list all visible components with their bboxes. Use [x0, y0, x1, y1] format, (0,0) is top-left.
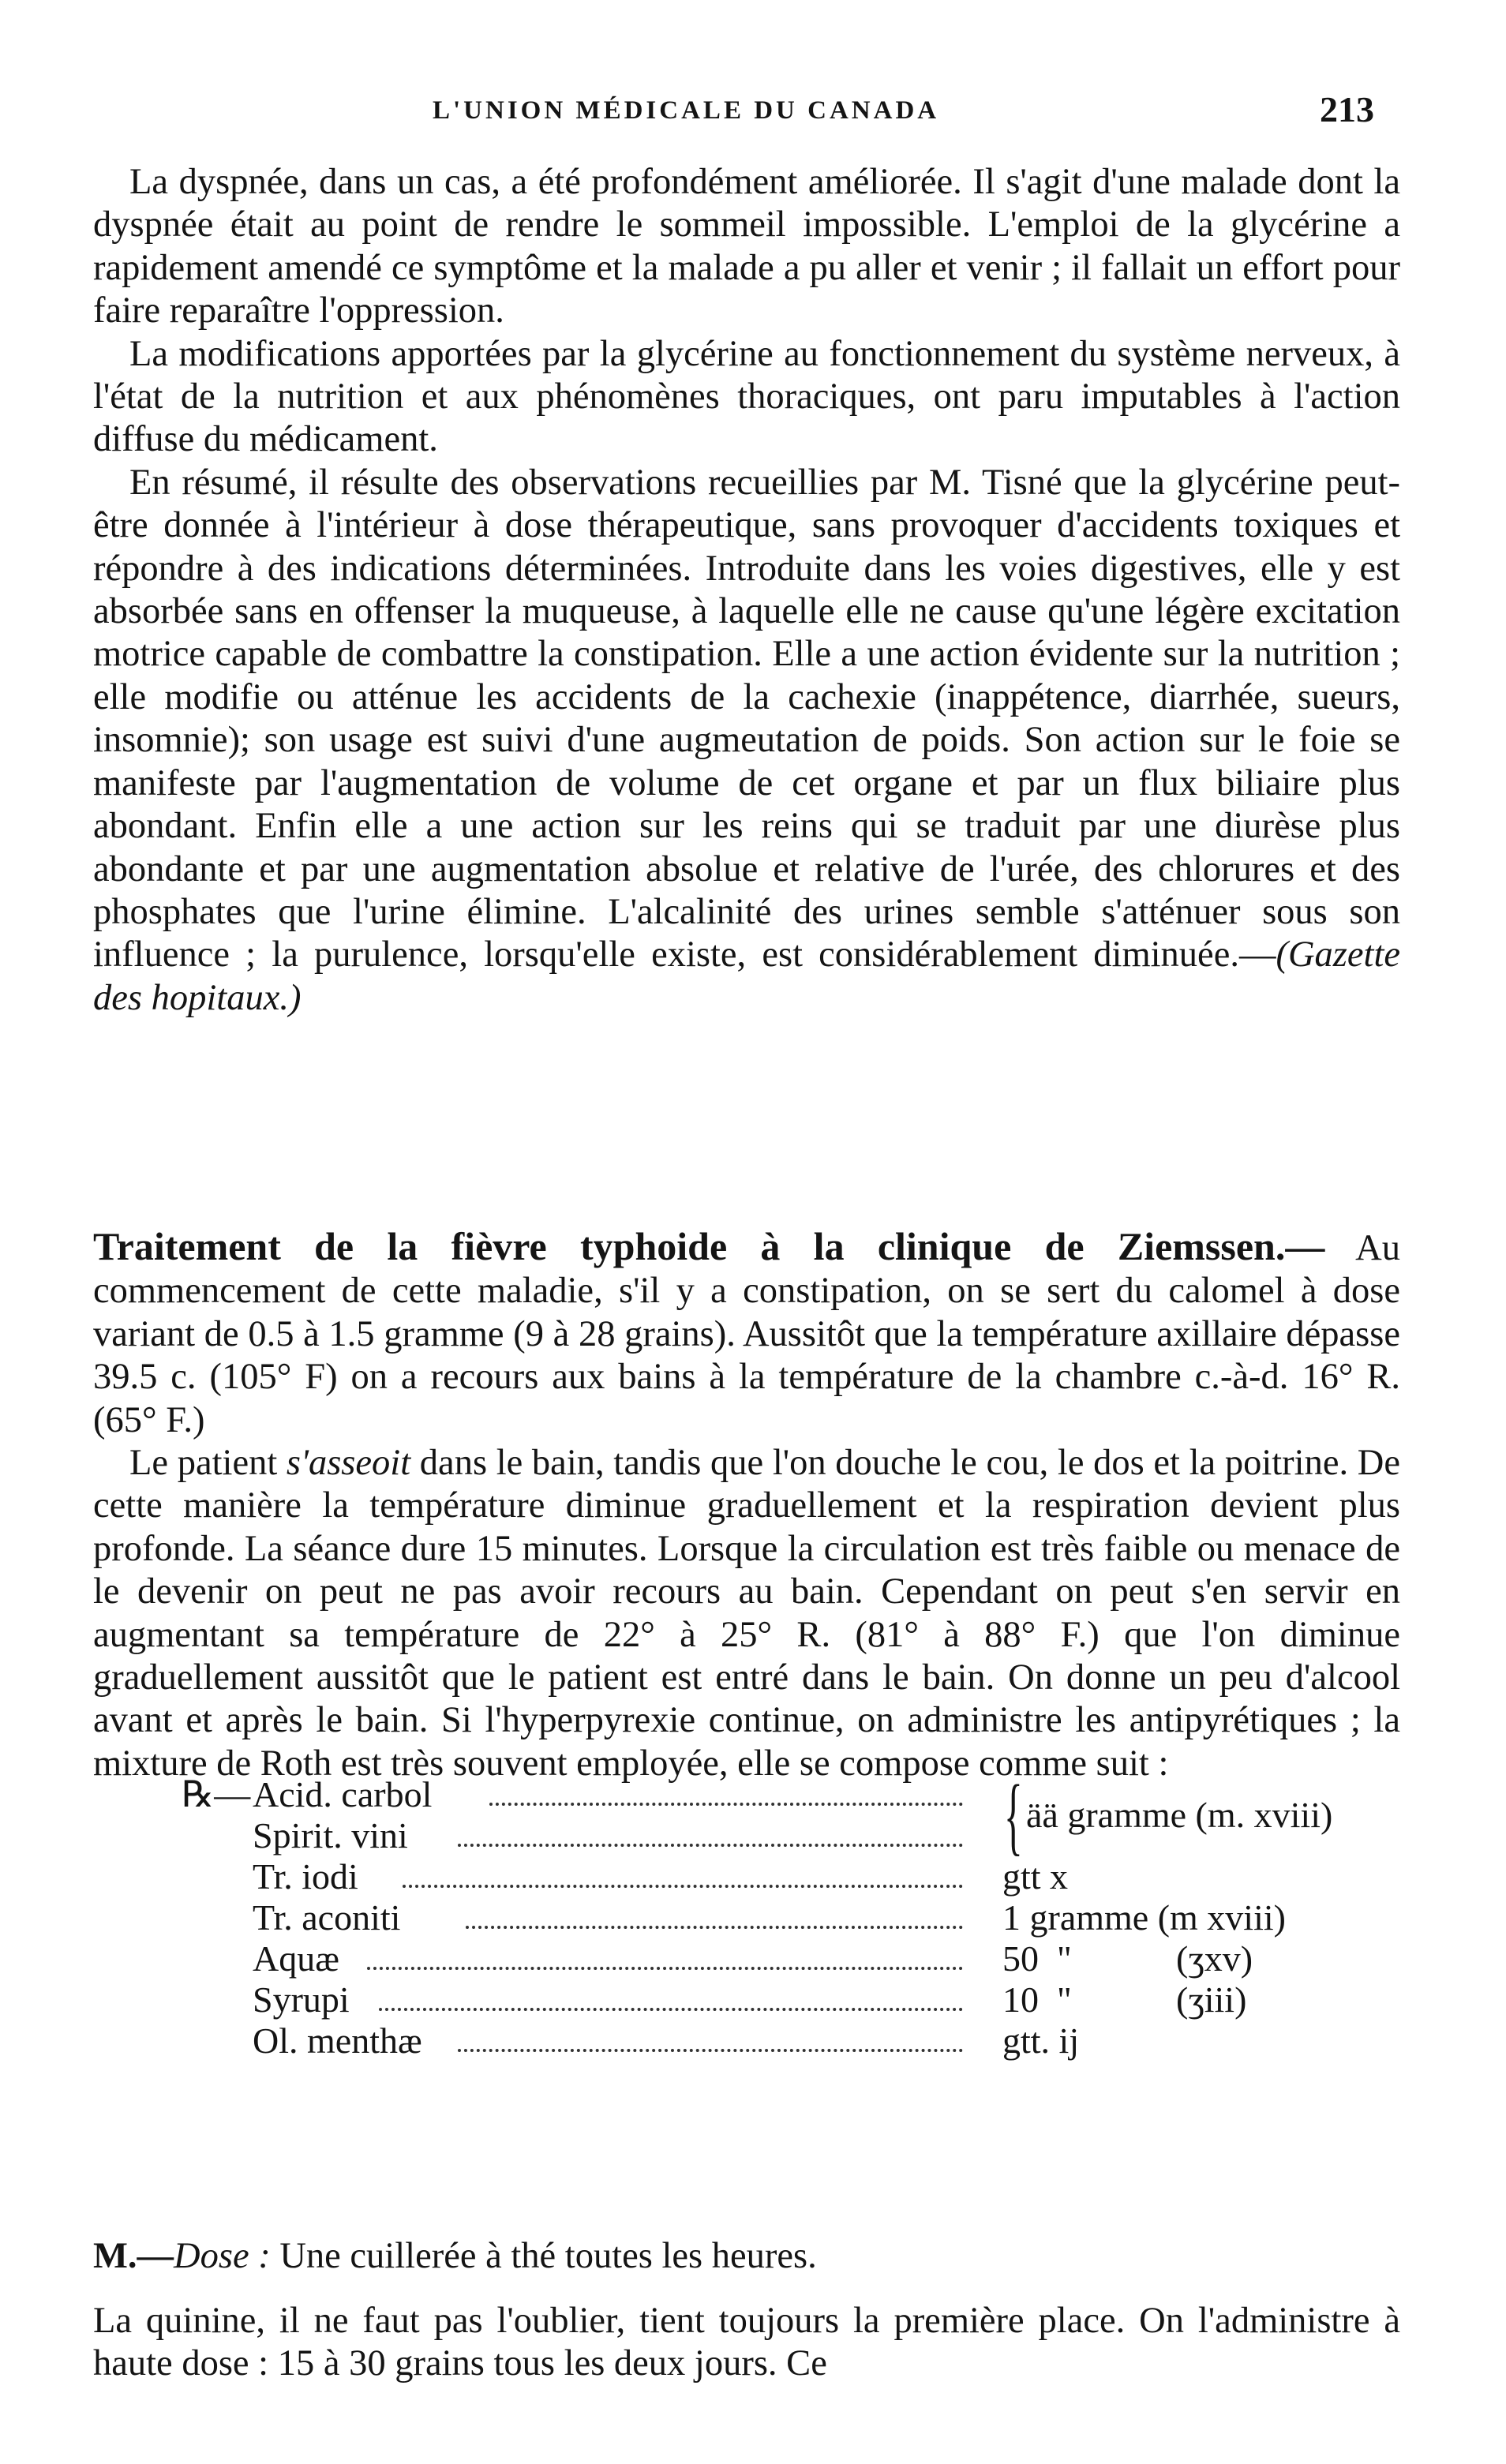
prescription: [166, 1767, 1429, 2061]
bath-text-b: dans le bain, tandis que l'on douche le cou, le dos et la poitrine. De cette manière la température diminue graduellement et la respiration devient plus profonde. La séance dure 15 minutes. Lorsque la circulation est très faible ou menace de le devenir on peut ne pas avoir recours au bain. Cependant on peut s'en servir en augmentant sa température de 22° à 25° R. (81° à 88° F.) que l'on diminue graduellement aussitôt que le patient est entré dans le bain. On donne un peu d'alcool avant et après le bain. Si l'hyperpyrexie continue, on administre les antipyrétiques ; la mixture de Roth est très souvent employée, elle se compose comme suit :: [93, 1443, 1400, 1784]
dose-line: [93, 2235, 1400, 2278]
section-paragraph: [93, 1225, 1400, 1442]
rx-drug: Ol. menthæ: [253, 2020, 422, 2061]
leader-dots: [458, 2049, 963, 2052]
paragraph-modifications: La modifications apportées par la glycérine au fonctionnement du système nerveux, à l'état de la nutrition et aux phénomènes thoraciques, ont paru imputables à l'action diffuse du médicament.: [93, 333, 1400, 460]
rx-drug: Spirit. vini: [253, 1815, 408, 1855]
prescription-row: [166, 2020, 1429, 2061]
rx-dose: gtt. ij: [1002, 2020, 1080, 2061]
prescription-row: [166, 1897, 1429, 1938]
rx-dose: 10 ": [1002, 1979, 1072, 2020]
rx-drug: Syrupi: [253, 1979, 350, 2020]
rx-drug: Aquæ: [253, 1938, 339, 1979]
paragraph-bath: [93, 1442, 1400, 1785]
rx-drug: Acid. carbol: [253, 1774, 433, 1814]
bath-text-a: Le patient: [129, 1443, 287, 1484]
leader-dots: [379, 2008, 963, 2011]
running-head: L'UNION MÉDICALE DU CANADA: [433, 96, 940, 125]
section: [93, 1225, 1400, 1785]
rx-unit: (ʒiii): [1176, 1979, 1247, 2020]
dose-prefix: M.—: [93, 2236, 174, 2276]
leader-dots: [489, 1803, 963, 1806]
section-title: Traitement de la fièvre typhoide à la clinique de Ziemssen.—: [93, 1224, 1325, 1268]
rx-drug: Tr. aconiti: [253, 1897, 401, 1938]
leader-dots: [367, 1967, 963, 1970]
prescription-row: [166, 1979, 1429, 2020]
prescription-row: [166, 1815, 1429, 1856]
summary-text: En résumé, il résulte des observations recueillies par M. Tisné que la glycérine peut-être donnée à l'intérieur à dose thérapeutique, sans provoquer d'accidents toxiques et répondre à des indications déterminées. Introduite dans les voies digestives, elle y est absorbée sans en offenser la muqueuse, à laquelle elle ne cause qu'une légère excitation motrice capable de combattre la constipation. Elle a une action évidente sur la nutrition ; elle modifie ou atténue les accidents de la cachexie (inappétence, diarrhée, sueurs, insomnie); son usage est suivi d'une augmeutation de poids. Son action sur le foie se manifeste par l'augmentation de volume de cet organe et par un flux biliaire plus abondant. Enfin elle a une action sur les reins qui se traduit par une diurèse plus abondante et par une augmentation absolue et relative de l'urée, des chlorures et des phosphates que l'urine élimine. L'alcalinité des urines semble s'atténuer sous son influence ; la purulence, lorsqu'elle existe, est considérablement diminuée.—: [93, 462, 1400, 975]
paragraph-summary: [93, 462, 1400, 1020]
rx-dose: 50 ": [1002, 1938, 1072, 1979]
page-number: 213: [1320, 89, 1374, 129]
prescription-row: [166, 1856, 1429, 1897]
rx-symbol: ℞—: [182, 1774, 251, 1814]
closing-text: La quinine, il ne faut pas l'oublier, tient toujours la première place. On l'administre à haute dose : 15 à 30 grains tous les deux jours. Ce: [93, 2301, 1400, 2384]
rx-dose: 1 gramme (m xviii): [1002, 1897, 1286, 1938]
brace-dose: ää gramme (m. xviii): [1026, 1795, 1333, 1835]
closing-paragraph: [93, 2300, 1400, 2386]
brace: {: [1004, 1767, 1023, 1863]
body-text: [93, 161, 1400, 1020]
rx-dose: gtt x: [1002, 1856, 1069, 1897]
section-intro: Au commencement de cette maladie, s'il y a constipation, on se sert du calomel à dose variant de 0.5 à 1.5 gramme (9 à 28 grains). Aussitôt que la température axillaire dépasse 39.5 c. (105° F) on a recours aux bains à la température de la chambre c.-à-d. 16° R. (65° F.): [93, 1228, 1400, 1440]
page-header: [0, 88, 1506, 136]
prescription-row: [166, 1938, 1429, 1979]
rx-unit: (ʒxv): [1176, 1938, 1253, 1979]
bath-emphasis: s'asseoit: [286, 1443, 411, 1484]
dose-label: Dose :: [174, 2236, 271, 2276]
leader-dots: [458, 1844, 963, 1847]
paragraph-dyspnea: La dyspnée, dans un cas, a été profondément améliorée. Il s'agit d'une malade dont la dyspnée était au point de rendre le sommeil impossible. L'emploi de la glycérine a rapidement amendé ce symptôme et la malade a pu aller et venir ; il fallait un effort pour faire reparaître l'oppression.: [93, 162, 1400, 331]
leader-dots: [466, 1926, 963, 1929]
leader-dots: [403, 1885, 963, 1888]
citation: (Gazette des hopitaux.): [93, 934, 1400, 1018]
rx-drug: Tr. iodi: [253, 1856, 358, 1897]
dose-text: Une cuillerée à thé toutes les heures.: [279, 2236, 817, 2276]
